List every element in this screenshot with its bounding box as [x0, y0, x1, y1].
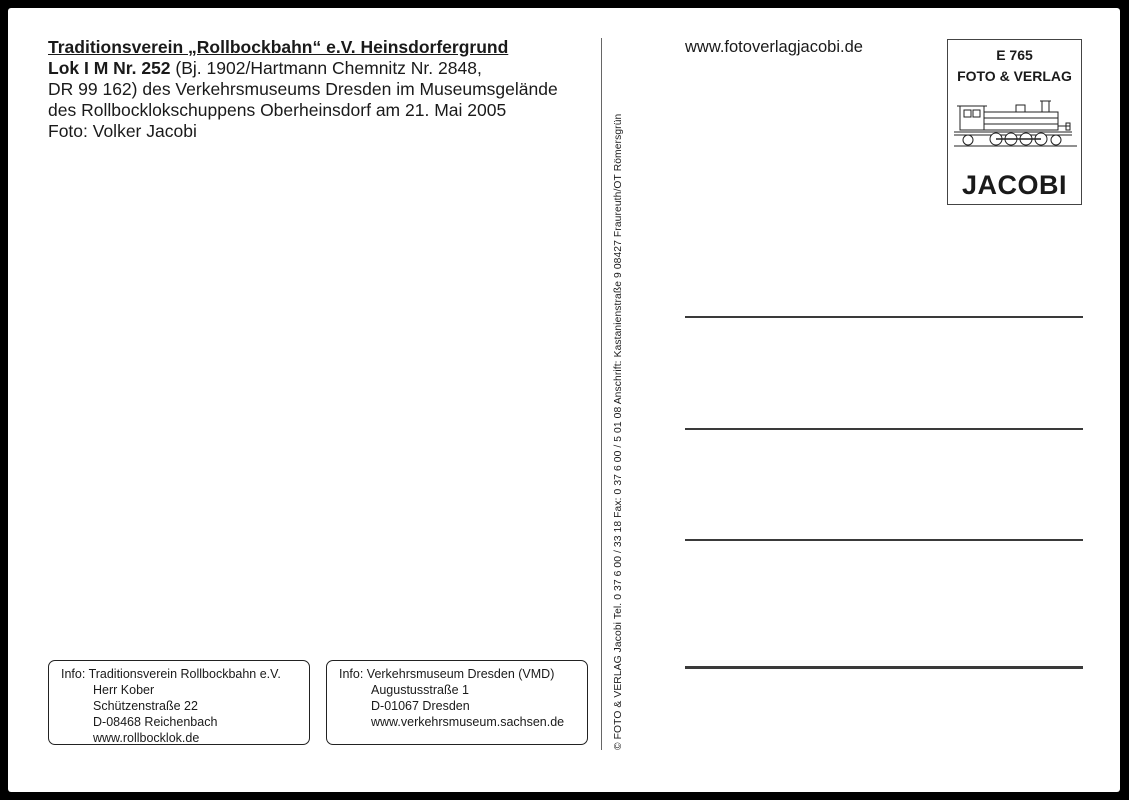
address-line-3 [685, 539, 1083, 541]
info-box-verkehrsmuseum [326, 660, 588, 745]
caption-line-1 [48, 58, 608, 79]
publisher-contact: © FOTO & VERLAG Jacobi Tel. 0 37 6 00 / 33 18 Fax: 0 37 6 00 / 5 01 08 Anschrift: Kastanienstraße 9 08427 Fraureuth/OT Römersgrün [613, 113, 624, 750]
postcard-back [8, 8, 1120, 792]
caption-line-1-rest: (Bj. 1902/Hartmann Chemnitz Nr. 2848, [170, 58, 482, 78]
info-left-line-3: Schützenstraße 22 [93, 699, 198, 713]
info-left-website: www.rollbocklok.de [93, 731, 200, 745]
card-code: E 765 [996, 47, 1033, 63]
publisher-website: www.fotoverlagjacobi.de [685, 38, 863, 56]
info-right-line-2: Augustusstraße 1 [371, 683, 469, 697]
caption-line-3: des Rollbocklokschuppens Oberheinsdorf am 21. Mai 2005 [48, 100, 507, 120]
caption-block [48, 37, 608, 142]
stamp-label: FOTO & VERLAG [957, 68, 1072, 84]
info-box-traditionsverein [48, 660, 310, 745]
info-right-line-1: Info: Verkehrsmuseum Dresden (VMD) [339, 667, 555, 681]
lok-number: Lok I M Nr. 252 [48, 58, 171, 78]
address-line-4 [685, 666, 1083, 669]
caption-title: Traditionsverein „Rollbockbahn“ e.V. Heinsdorfergrund [48, 37, 509, 57]
address-line-1 [685, 316, 1083, 318]
info-left-line-4: D-08468 Reichenbach [93, 715, 218, 729]
divider-line [601, 38, 602, 750]
info-right-line-3: D-01067 Dresden [371, 699, 470, 713]
stamp-box [947, 39, 1082, 205]
brand-name: JACOBI [961, 170, 1067, 200]
info-right-website: www.verkehrsmuseum.sachsen.de [371, 715, 565, 729]
steam-locomotive-icon [954, 96, 1077, 148]
publisher-vertical-text [610, 38, 628, 750]
info-left-line-1: Info: Traditionsverein Rollbockbahn e.V. [61, 667, 281, 681]
photo-credit: Foto: Volker Jacobi [48, 121, 197, 141]
address-line-2 [685, 428, 1083, 430]
info-left-line-2: Herr Kober [93, 683, 155, 697]
caption-line-2: DR 99 162) des Verkehrsmuseums Dresden im Museumsgelände [48, 79, 558, 99]
